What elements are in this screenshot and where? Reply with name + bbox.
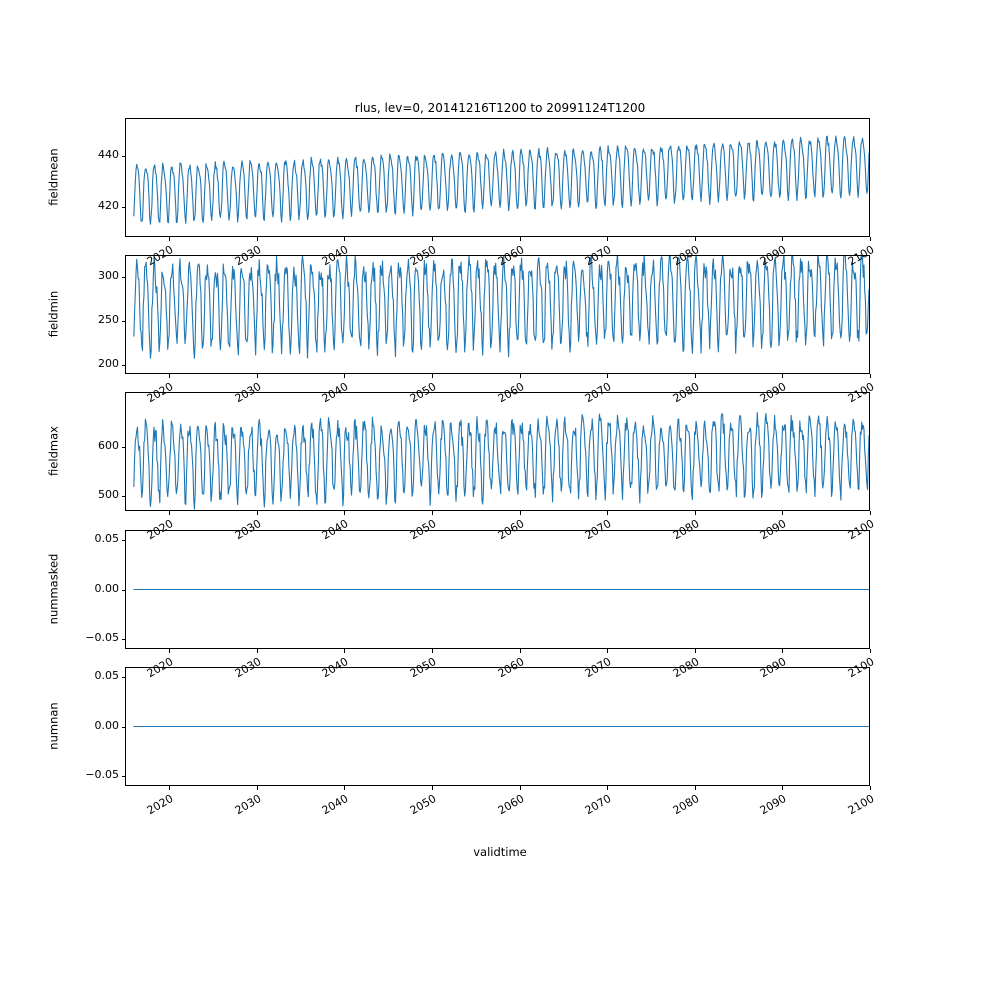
x-tick-label: 2070 xyxy=(582,517,614,543)
x-axis-label: validtime xyxy=(473,845,527,859)
y-tick-label: 0.05 xyxy=(94,531,119,545)
x-tick-mark xyxy=(169,786,170,790)
y-tick-mark xyxy=(122,639,126,640)
y-tick-mark xyxy=(122,321,126,322)
x-tick-label: 2020 xyxy=(144,792,176,818)
x-tick-label: 2050 xyxy=(407,380,439,406)
x-tick-label: 2030 xyxy=(232,792,264,818)
x-tick-label: 2050 xyxy=(407,243,439,269)
x-tick-mark xyxy=(607,649,608,653)
x-tick-mark xyxy=(870,374,871,378)
x-tick-label: 2080 xyxy=(670,792,702,818)
y-tick-mark xyxy=(122,496,126,497)
y-tick-label: 600 xyxy=(98,438,119,452)
subplot-fieldmin xyxy=(125,255,870,374)
y-tick-label: 440 xyxy=(98,147,119,161)
x-tick-mark xyxy=(782,786,783,790)
x-tick-mark xyxy=(695,237,696,241)
x-tick-mark xyxy=(432,374,433,378)
x-tick-mark xyxy=(432,649,433,653)
x-tick-label: 2100 xyxy=(845,655,877,681)
y-tick-mark xyxy=(122,540,126,541)
y-tick-label: −0.05 xyxy=(85,631,119,645)
x-tick-label: 2050 xyxy=(407,792,439,818)
x-tick-label: 2080 xyxy=(670,243,702,269)
x-tick-mark xyxy=(169,649,170,653)
y-tick-label: 420 xyxy=(98,198,119,212)
y-tick-label: 0.05 xyxy=(94,668,119,682)
y-tick-label: 0.00 xyxy=(94,718,119,732)
x-tick-label: 2020 xyxy=(144,243,176,269)
x-tick-mark xyxy=(870,237,871,241)
x-tick-mark xyxy=(695,374,696,378)
x-tick-mark xyxy=(520,786,521,790)
x-tick-mark xyxy=(344,511,345,515)
x-tick-mark xyxy=(344,649,345,653)
x-tick-label: 2090 xyxy=(758,655,789,681)
x-tick-mark xyxy=(257,511,258,515)
x-tick-label: 2020 xyxy=(144,517,176,543)
x-tick-label: 2060 xyxy=(495,380,527,406)
y-tick-label: 300 xyxy=(98,269,119,283)
x-tick-mark xyxy=(169,511,170,515)
x-tick-label: 2040 xyxy=(320,655,351,681)
x-tick-label: 2070 xyxy=(582,380,614,406)
x-tick-label: 2060 xyxy=(495,517,527,543)
x-tick-mark xyxy=(782,511,783,515)
x-tick-label: 2090 xyxy=(758,243,789,269)
x-tick-mark xyxy=(344,237,345,241)
x-tick-label: 2080 xyxy=(670,517,702,543)
x-tick-mark xyxy=(520,237,521,241)
x-tick-label: 2060 xyxy=(495,243,527,269)
y-tick-mark xyxy=(122,156,126,157)
y-axis-label-fieldmax: fieldmax xyxy=(46,425,60,476)
figure-title: rlus, lev=0, 20141216T1200 to 20991124T1200 xyxy=(354,101,646,115)
x-tick-mark xyxy=(169,374,170,378)
x-tick-label: 2100 xyxy=(845,792,877,818)
x-tick-mark xyxy=(520,649,521,653)
x-tick-mark xyxy=(344,786,345,790)
x-tick-label: 2100 xyxy=(845,517,877,543)
y-axis-label-nummasked: nummasked xyxy=(46,553,60,624)
x-tick-mark xyxy=(607,511,608,515)
x-tick-label: 2030 xyxy=(232,380,264,406)
x-tick-label: 2040 xyxy=(320,243,351,269)
x-tick-label: 2060 xyxy=(495,792,527,818)
subplot-fieldmean xyxy=(125,118,870,237)
x-tick-label: 2070 xyxy=(582,243,614,269)
x-tick-mark xyxy=(782,649,783,653)
y-tick-label: 0.00 xyxy=(94,581,119,595)
x-tick-label: 2090 xyxy=(758,517,789,543)
x-tick-mark xyxy=(870,786,871,790)
x-tick-label: 2040 xyxy=(320,517,351,543)
y-tick-mark xyxy=(122,277,126,278)
y-axis-label-fieldmean: fieldmean xyxy=(46,147,60,206)
x-tick-label: 2090 xyxy=(758,380,789,406)
x-tick-mark xyxy=(520,374,521,378)
x-tick-mark xyxy=(169,237,170,241)
y-tick-label: 500 xyxy=(98,488,119,502)
y-axis-label-numnan: numnan xyxy=(46,701,60,750)
subplot-nummasked xyxy=(125,530,870,649)
x-tick-label: 2050 xyxy=(407,517,439,543)
y-tick-mark xyxy=(122,677,126,678)
x-tick-mark xyxy=(257,786,258,790)
x-tick-label: 2040 xyxy=(320,380,351,406)
x-tick-label: 2040 xyxy=(320,792,351,818)
data-line-fieldmax xyxy=(134,413,869,510)
x-tick-mark xyxy=(257,237,258,241)
x-tick-mark xyxy=(782,237,783,241)
x-tick-mark xyxy=(432,786,433,790)
x-tick-label: 2090 xyxy=(758,792,789,818)
y-tick-mark xyxy=(122,207,126,208)
x-tick-label: 2080 xyxy=(670,380,702,406)
y-tick-mark xyxy=(122,776,126,777)
y-tick-label: −0.05 xyxy=(85,768,119,782)
x-tick-label: 2020 xyxy=(144,655,176,681)
x-tick-label: 2070 xyxy=(582,655,614,681)
y-tick-mark xyxy=(122,727,126,728)
subplot-fieldmax xyxy=(125,392,870,511)
y-tick-mark xyxy=(122,447,126,448)
x-tick-mark xyxy=(432,511,433,515)
x-tick-label: 2030 xyxy=(232,655,264,681)
x-tick-mark xyxy=(607,374,608,378)
x-tick-mark xyxy=(695,786,696,790)
x-tick-label: 2100 xyxy=(845,380,877,406)
x-tick-label: 2030 xyxy=(232,517,264,543)
x-tick-label: 2070 xyxy=(582,792,614,818)
x-tick-mark xyxy=(432,237,433,241)
x-tick-label: 2050 xyxy=(407,655,439,681)
x-tick-label: 2080 xyxy=(670,655,702,681)
x-tick-mark xyxy=(607,786,608,790)
y-tick-mark xyxy=(122,590,126,591)
data-line-fieldmean xyxy=(134,136,869,224)
x-tick-label: 2100 xyxy=(845,243,877,269)
x-tick-label: 2030 xyxy=(232,243,264,269)
x-tick-mark xyxy=(607,237,608,241)
x-tick-mark xyxy=(870,511,871,515)
x-tick-mark xyxy=(782,374,783,378)
x-tick-label: 2020 xyxy=(144,380,176,406)
x-tick-mark xyxy=(344,374,345,378)
y-tick-mark xyxy=(122,365,126,366)
y-tick-label: 200 xyxy=(98,357,119,371)
x-tick-mark xyxy=(257,374,258,378)
x-tick-mark xyxy=(257,649,258,653)
x-tick-mark xyxy=(695,511,696,515)
x-tick-mark xyxy=(695,649,696,653)
y-axis-label-fieldmin: fieldmin xyxy=(46,290,60,337)
x-tick-mark xyxy=(520,511,521,515)
y-tick-label: 250 xyxy=(98,313,119,327)
x-tick-label: 2060 xyxy=(495,655,527,681)
x-tick-mark xyxy=(870,649,871,653)
subplot-numnan xyxy=(125,667,870,786)
